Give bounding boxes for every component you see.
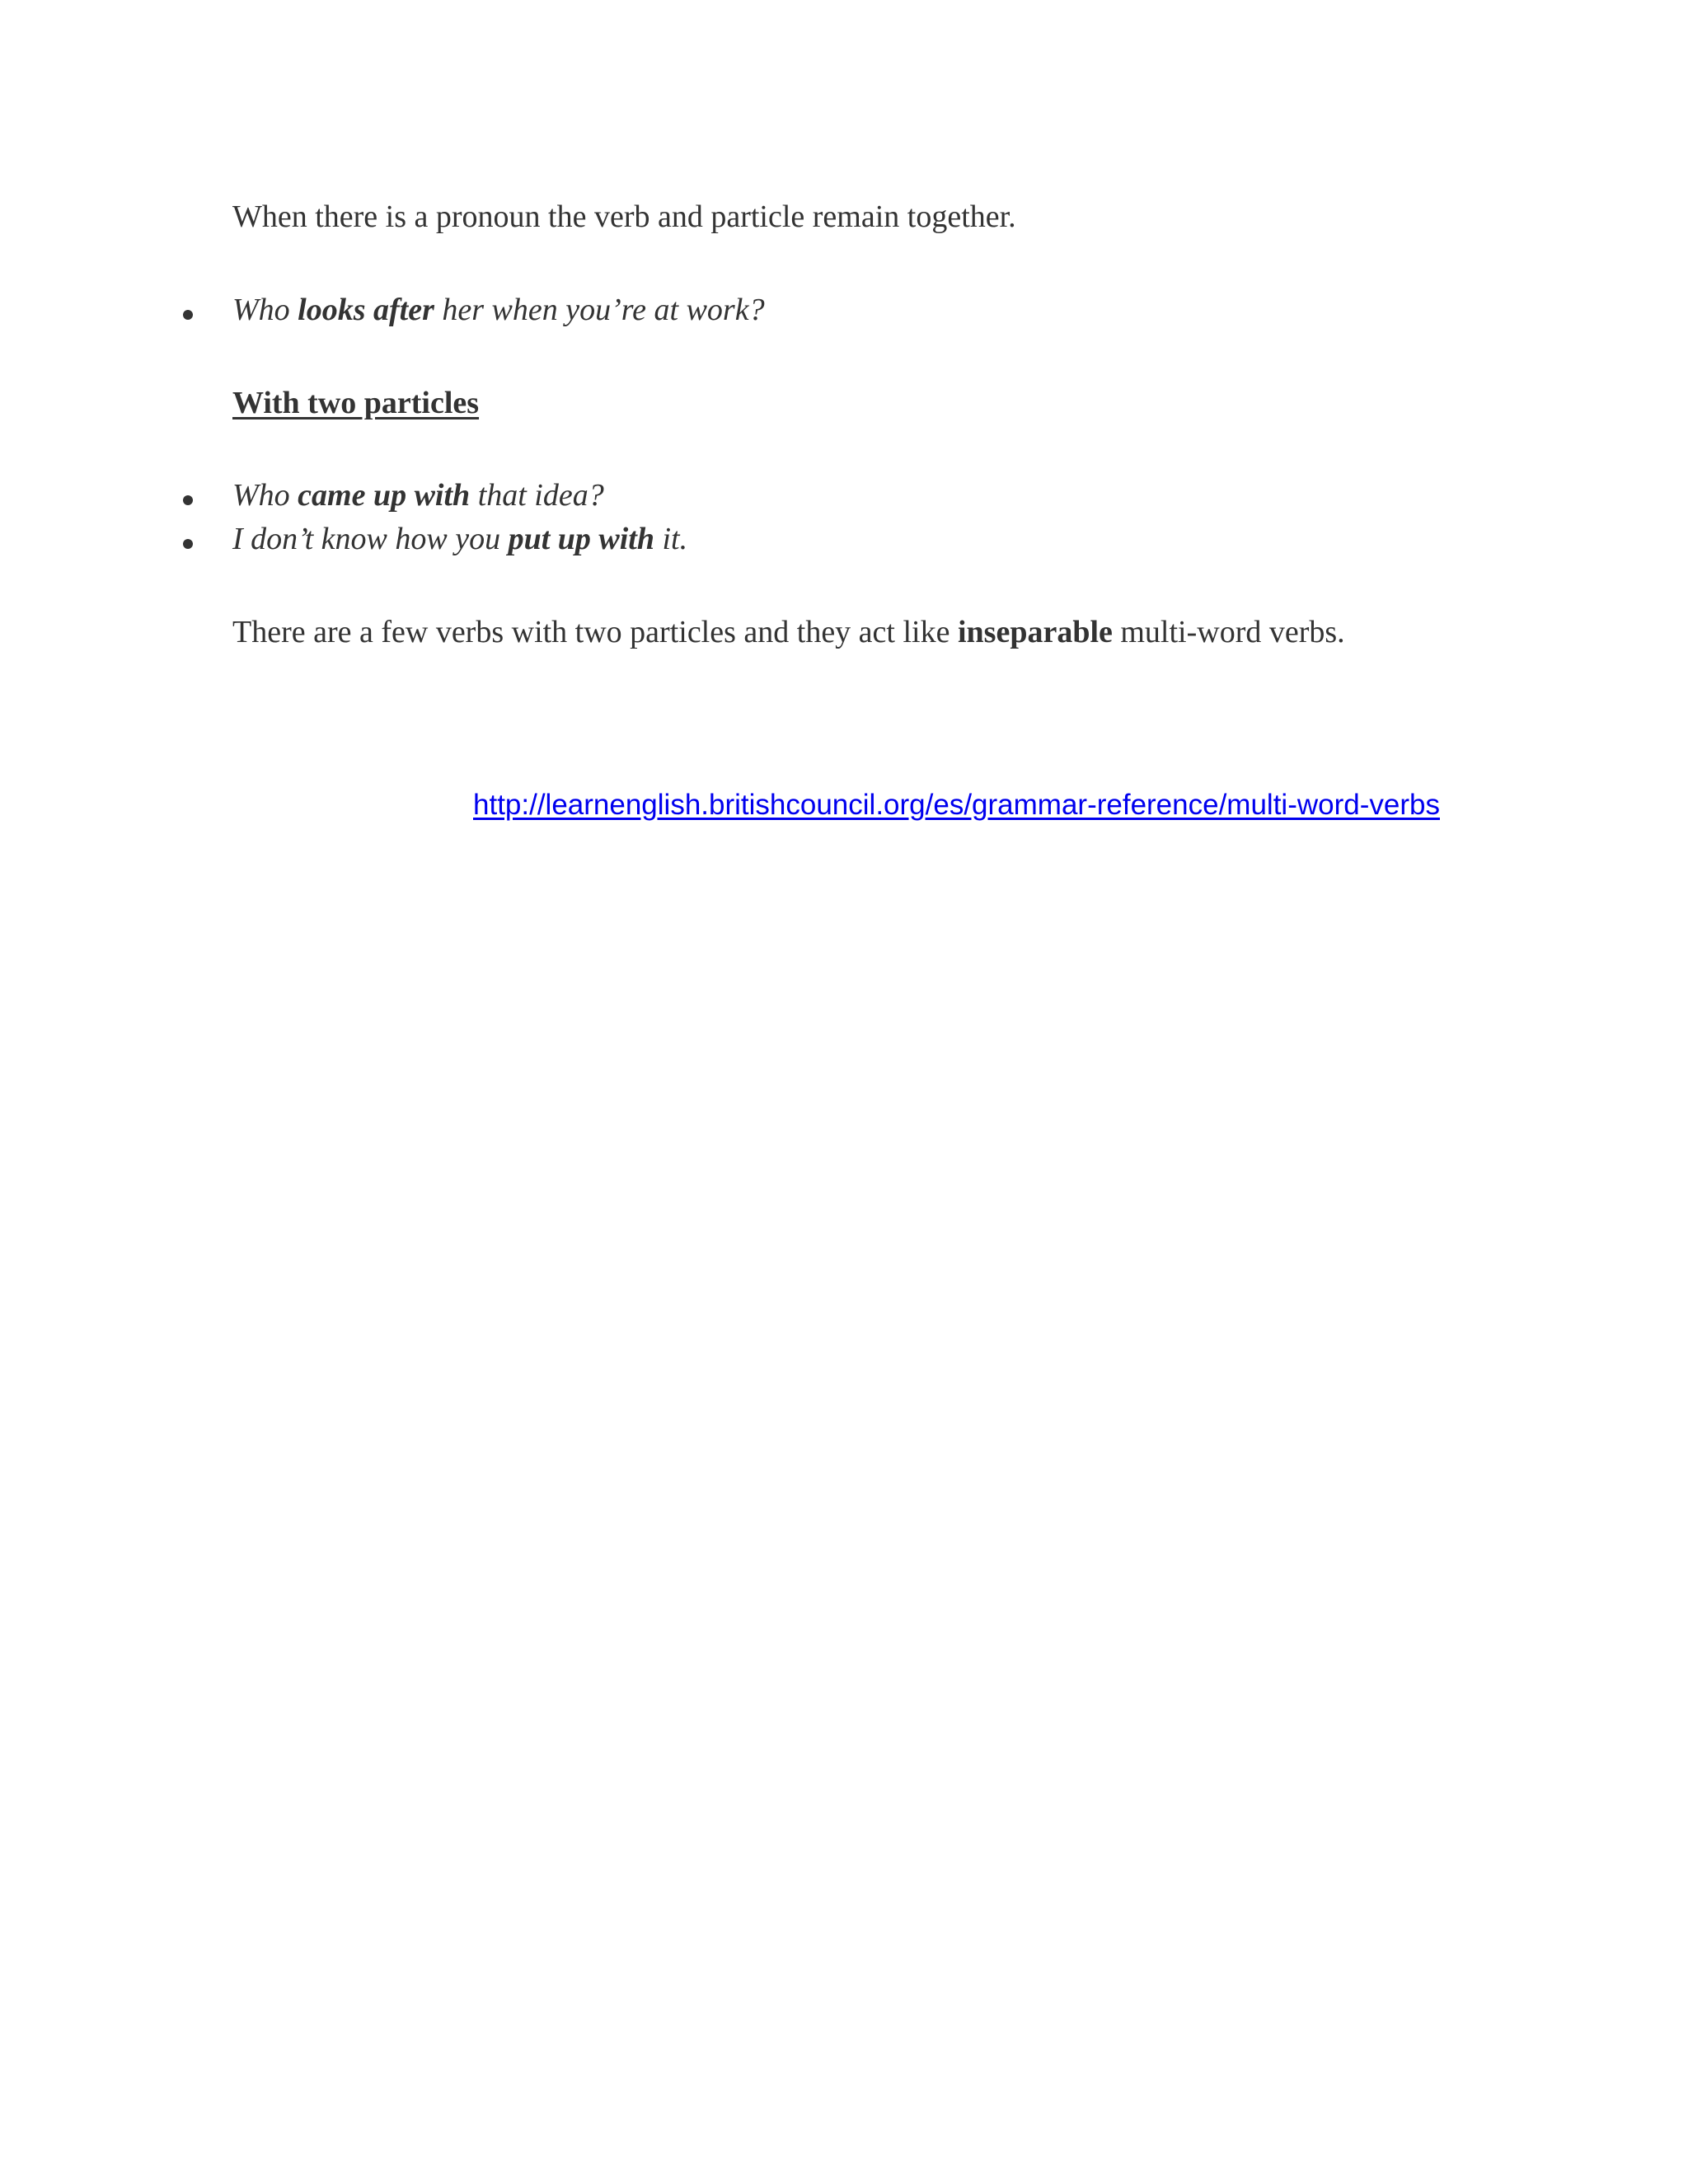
example-text-post: that idea? [470, 478, 604, 513]
example-phrasal-verb: came up with [298, 478, 471, 513]
bullet-dot-icon [183, 310, 193, 320]
heading-two-particles: With two particles [232, 386, 480, 420]
paragraph-bold-term: inseparable [957, 615, 1113, 649]
example-phrasal-verb: put up with [508, 522, 654, 556]
example-text-pre: Who [232, 293, 298, 327]
example-put-up-with [232, 519, 687, 559]
example-came-up-with [232, 476, 604, 515]
paragraph-text-pre: There are a few verbs with two particles and they act like [232, 615, 958, 649]
paragraph-text-post: multi-word verbs. [1112, 615, 1345, 649]
example-text-post: it. [654, 522, 688, 556]
example-phrasal-verb: looks after [298, 293, 434, 327]
example-looks-after [232, 290, 765, 330]
example-text-post: her when you’re at work? [434, 293, 765, 327]
bullet-dot-icon [183, 495, 193, 505]
example-text-pre: I don’t know how you [232, 522, 509, 556]
source-link[interactable]: http://learnenglish.britishcouncil.org/es/grammar-reference/multi-word-verbs [473, 789, 1440, 821]
example-text-pre: Who [232, 478, 298, 513]
bullet-dot-icon [183, 539, 193, 549]
paragraph-two-particles [232, 612, 1345, 652]
paragraph-pronoun: When there is a pronoun the verb and particle remain together. [232, 199, 1016, 234]
